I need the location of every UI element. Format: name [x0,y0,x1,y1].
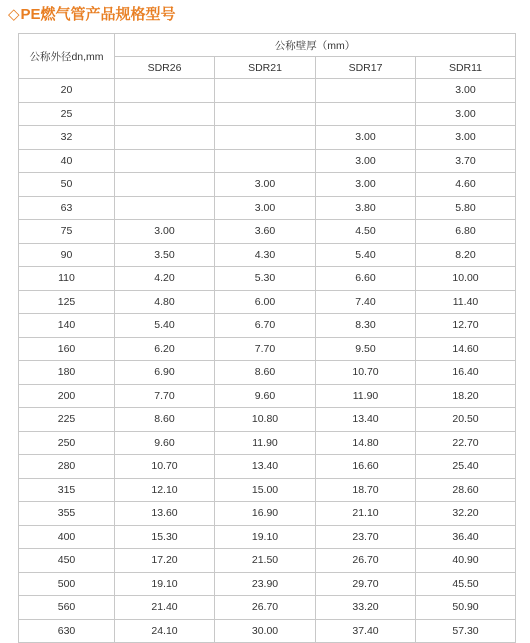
wall-thickness-cell: 9.50 [316,337,416,361]
wall-thickness-cell: 5.30 [215,267,316,291]
wall-thickness-cell: 30.00 [215,619,316,643]
outer-diameter-cell: 500 [19,572,115,596]
table-row [19,502,516,526]
column-header-sdr11: SDR11 [416,57,516,79]
wall-thickness-cell: 22.70 [416,431,516,455]
wall-thickness-cell: 50.90 [416,596,516,620]
wall-thickness-cell: 14.60 [416,337,516,361]
wall-thickness-cell: 24.10 [115,619,215,643]
outer-diameter-cell: 355 [19,502,115,526]
wall-thickness-cell [215,79,316,103]
page-title-text: PE燃气管产品规格型号 [20,6,176,23]
outer-diameter-cell: 225 [19,408,115,432]
outer-diameter-cell: 25 [19,102,115,126]
wall-thickness-cell: 21.40 [115,596,215,620]
table-row [19,267,516,291]
group-header-wall-thickness: 公称壁厚（mm） [115,34,516,57]
outer-diameter-cell: 200 [19,384,115,408]
table-row [19,596,516,620]
wall-thickness-cell: 6.20 [115,337,215,361]
wall-thickness-cell: 15.30 [115,525,215,549]
wall-thickness-cell: 10.00 [416,267,516,291]
wall-thickness-cell: 3.80 [316,196,416,220]
wall-thickness-cell: 6.00 [215,290,316,314]
outer-diameter-cell: 75 [19,220,115,244]
wall-thickness-cell: 14.80 [316,431,416,455]
wall-thickness-cell: 3.00 [416,79,516,103]
column-header-sdr17: SDR17 [316,57,416,79]
wall-thickness-cell: 4.80 [115,290,215,314]
wall-thickness-cell: 3.00 [316,173,416,197]
page-title [8,4,176,26]
wall-thickness-cell: 10.80 [215,408,316,432]
wall-thickness-cell: 6.70 [215,314,316,338]
wall-thickness-cell: 3.00 [215,196,316,220]
table-row [19,572,516,596]
table-row [19,126,516,150]
outer-diameter-cell: 40 [19,149,115,173]
wall-thickness-cell: 12.70 [416,314,516,338]
outer-diameter-cell: 32 [19,126,115,150]
wall-thickness-cell: 3.00 [316,126,416,150]
outer-diameter-cell: 50 [19,173,115,197]
wall-thickness-cell: 10.70 [115,455,215,479]
wall-thickness-cell: 11.40 [416,290,516,314]
wall-thickness-cell: 21.50 [215,549,316,573]
wall-thickness-cell: 28.60 [416,478,516,502]
wall-thickness-cell [115,196,215,220]
wall-thickness-cell: 18.20 [416,384,516,408]
wall-thickness-cell: 13.40 [215,455,316,479]
wall-thickness-cell [115,79,215,103]
wall-thickness-cell: 36.40 [416,525,516,549]
spec-table [18,33,516,643]
wall-thickness-cell: 20.50 [416,408,516,432]
wall-thickness-cell: 32.20 [416,502,516,526]
wall-thickness-cell: 9.60 [215,384,316,408]
wall-thickness-cell: 6.90 [115,361,215,385]
wall-thickness-cell: 9.60 [115,431,215,455]
wall-thickness-cell [215,126,316,150]
wall-thickness-cell [115,149,215,173]
wall-thickness-cell: 3.00 [416,102,516,126]
diamond-icon: ◇ [8,6,20,23]
wall-thickness-cell: 21.10 [316,502,416,526]
spec-table-body [19,79,516,643]
wall-thickness-cell: 8.60 [115,408,215,432]
wall-thickness-cell: 11.90 [316,384,416,408]
wall-thickness-cell: 6.60 [316,267,416,291]
wall-thickness-cell: 3.70 [416,149,516,173]
wall-thickness-cell [316,79,416,103]
wall-thickness-cell: 5.40 [316,243,416,267]
wall-thickness-cell: 11.90 [215,431,316,455]
wall-thickness-cell: 26.70 [316,549,416,573]
wall-thickness-cell: 23.90 [215,572,316,596]
wall-thickness-cell: 3.00 [316,149,416,173]
outer-diameter-cell: 140 [19,314,115,338]
table-row [19,478,516,502]
outer-diameter-cell: 125 [19,290,115,314]
table-row [19,196,516,220]
wall-thickness-cell: 16.90 [215,502,316,526]
wall-thickness-cell: 6.80 [416,220,516,244]
wall-thickness-cell: 5.80 [416,196,516,220]
wall-thickness-cell: 57.30 [416,619,516,643]
wall-thickness-cell: 15.00 [215,478,316,502]
wall-thickness-cell: 40.90 [416,549,516,573]
outer-diameter-cell: 560 [19,596,115,620]
wall-thickness-cell: 3.00 [115,220,215,244]
wall-thickness-cell [215,102,316,126]
table-row [19,173,516,197]
outer-diameter-cell: 110 [19,267,115,291]
wall-thickness-cell: 8.60 [215,361,316,385]
table-row [19,79,516,103]
table-row [19,220,516,244]
wall-thickness-cell: 33.20 [316,596,416,620]
table-row [19,431,516,455]
wall-thickness-cell [115,102,215,126]
table-row [19,243,516,267]
wall-thickness-cell [115,173,215,197]
wall-thickness-cell: 7.40 [316,290,416,314]
wall-thickness-cell: 3.00 [215,173,316,197]
table-row [19,619,516,643]
wall-thickness-cell [215,149,316,173]
wall-thickness-cell [316,102,416,126]
table-row [19,408,516,432]
table-row [19,384,516,408]
wall-thickness-cell: 13.40 [316,408,416,432]
wall-thickness-cell: 10.70 [316,361,416,385]
wall-thickness-cell: 12.10 [115,478,215,502]
wall-thickness-cell: 4.20 [115,267,215,291]
table-row [19,102,516,126]
table-row [19,290,516,314]
outer-diameter-cell: 160 [19,337,115,361]
wall-thickness-cell: 8.20 [416,243,516,267]
outer-diameter-cell: 63 [19,196,115,220]
wall-thickness-cell: 25.40 [416,455,516,479]
table-row [19,149,516,173]
wall-thickness-cell: 45.50 [416,572,516,596]
outer-diameter-cell: 400 [19,525,115,549]
wall-thickness-cell: 18.70 [316,478,416,502]
wall-thickness-cell: 5.40 [115,314,215,338]
column-header-sdr21: SDR21 [215,57,316,79]
wall-thickness-cell: 26.70 [215,596,316,620]
outer-diameter-cell: 180 [19,361,115,385]
outer-diameter-cell: 20 [19,79,115,103]
wall-thickness-cell: 29.70 [316,572,416,596]
wall-thickness-cell: 3.50 [115,243,215,267]
wall-thickness-cell: 3.60 [215,220,316,244]
wall-thickness-cell: 16.60 [316,455,416,479]
outer-diameter-cell: 250 [19,431,115,455]
outer-diameter-cell: 280 [19,455,115,479]
row-header-outer-diameter: 公称外径dn,mm [19,34,115,79]
outer-diameter-cell: 90 [19,243,115,267]
wall-thickness-cell: 16.40 [416,361,516,385]
table-row [19,337,516,361]
wall-thickness-cell [115,126,215,150]
wall-thickness-cell: 17.20 [115,549,215,573]
wall-thickness-cell: 7.70 [215,337,316,361]
wall-thickness-cell: 4.30 [215,243,316,267]
outer-diameter-cell: 630 [19,619,115,643]
wall-thickness-cell: 13.60 [115,502,215,526]
outer-diameter-cell: 315 [19,478,115,502]
table-row [19,549,516,573]
column-header-sdr26: SDR26 [115,57,215,79]
table-row [19,525,516,549]
wall-thickness-cell: 4.50 [316,220,416,244]
wall-thickness-cell: 7.70 [115,384,215,408]
outer-diameter-cell: 450 [19,549,115,573]
table-row [19,455,516,479]
wall-thickness-cell: 19.10 [115,572,215,596]
table-row [19,361,516,385]
wall-thickness-cell: 4.60 [416,173,516,197]
wall-thickness-cell: 37.40 [316,619,416,643]
wall-thickness-cell: 3.00 [416,126,516,150]
wall-thickness-cell: 23.70 [316,525,416,549]
wall-thickness-cell: 8.30 [316,314,416,338]
wall-thickness-cell: 19.10 [215,525,316,549]
table-row [19,314,516,338]
